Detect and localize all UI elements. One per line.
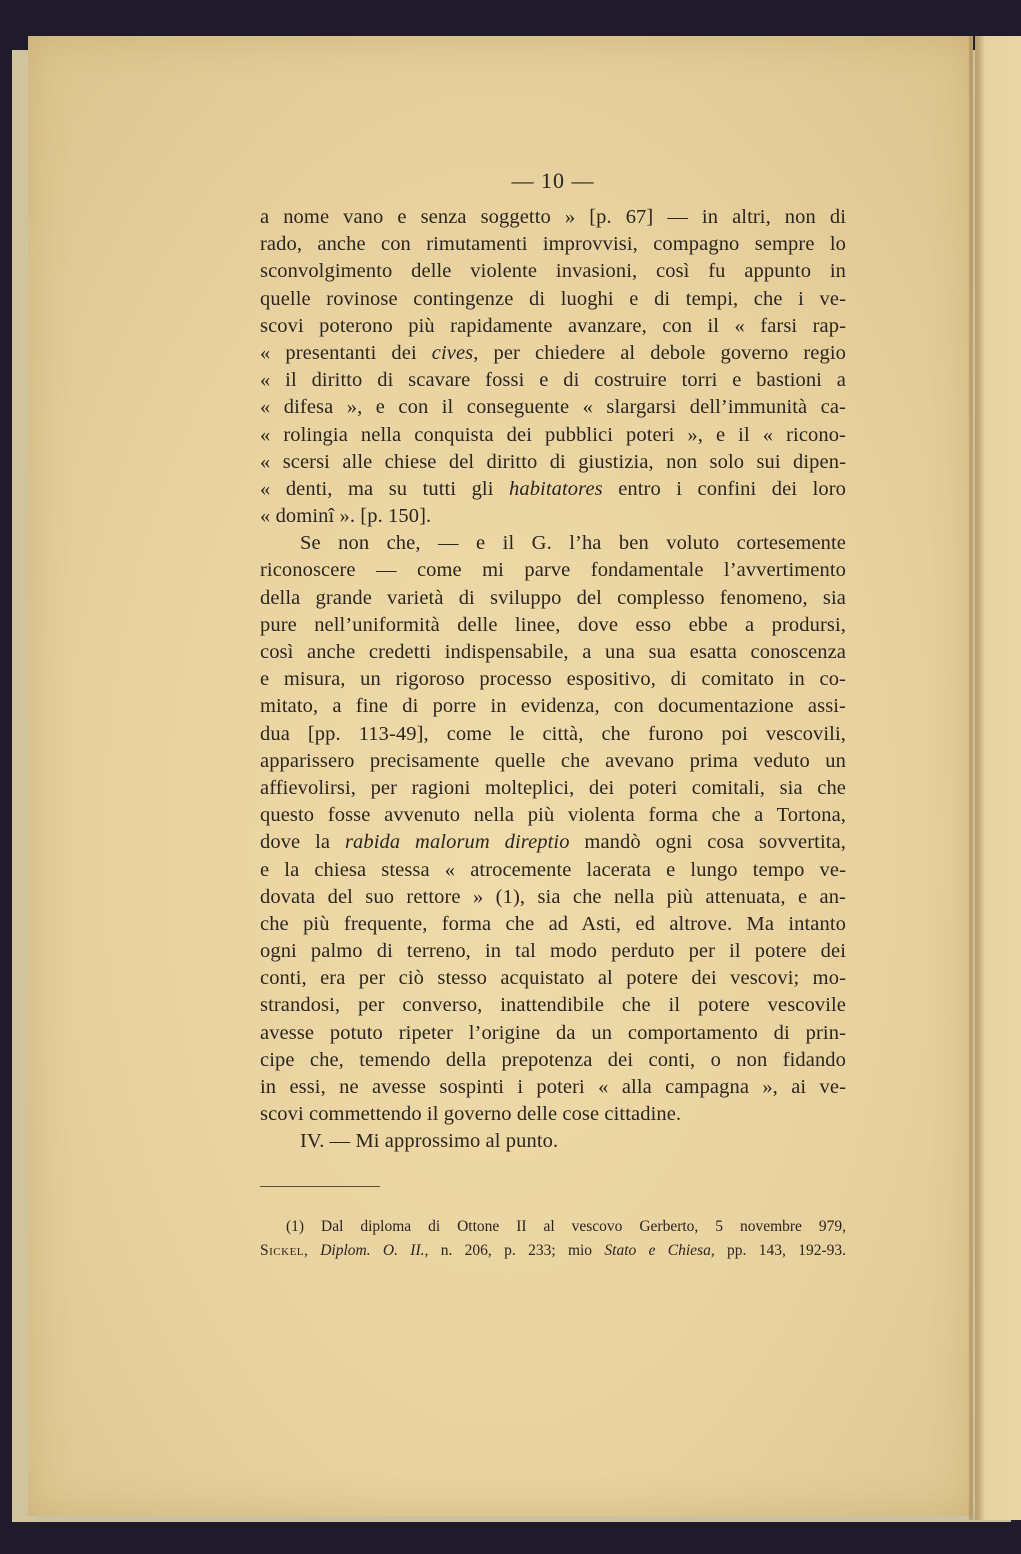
text-line: quelle rovinose contingenze di luoghi e di tempi, che i ve- bbox=[260, 287, 846, 310]
text-line: affievolirsi, per ragioni molteplici, dei poteri comitali, sia che bbox=[260, 776, 846, 799]
italic-term: cives bbox=[431, 341, 474, 364]
text-line: della grande varietà di sviluppo del complesso fenomeno, sia bbox=[260, 586, 846, 609]
adjacent-page-edge bbox=[975, 36, 1021, 1520]
text-line: ogni palmo di terreno, in tal modo perduto per il potere dei bbox=[260, 940, 846, 963]
page-gutter-line bbox=[968, 36, 974, 1520]
text-line: questo fosse avvenuto nella più violenta forma che a Tortona, bbox=[260, 804, 846, 827]
section-heading-line: IV. — Mi approssimo al punto. bbox=[300, 1130, 559, 1153]
text-line: rado, anche con rimutamenti improvvisi, compagno sempre lo bbox=[260, 233, 846, 256]
text-line: riconoscere — come mi parve fondamentale l’avvertimento bbox=[260, 559, 846, 582]
text-run: entro i confini dei loro bbox=[602, 477, 847, 500]
footnote bbox=[260, 1215, 846, 1263]
text-run: , pp. 143, 192-93. bbox=[710, 1241, 846, 1259]
body-text bbox=[260, 204, 846, 1156]
text-line: sconvolgimento delle violente invasioni, così fu appunto in bbox=[260, 260, 846, 283]
text-run: dove la bbox=[260, 831, 345, 854]
text-line: strandosi, per converso, inattendibile che il potere vescovile bbox=[260, 994, 846, 1017]
text-line: dovata del suo rettore » (1), sia che nella più attenuata, e an- bbox=[260, 885, 846, 908]
text-line: dua [pp. 113-49], come le città, che furono poi vescovili, bbox=[260, 722, 846, 745]
text-line: a nome vano e senza soggetto » [p. 67] — in altri, non di bbox=[260, 206, 846, 228]
text-line: pure nell’uniformità delle linee, dove esso ebbe a prodursi, bbox=[260, 613, 846, 636]
text-line: « il diritto di scavare fossi e di costruire torri e bastioni a bbox=[260, 369, 846, 392]
text-line: scovi commettendo il governo delle cose cittadine. bbox=[260, 1103, 682, 1126]
text-run: « denti, ma su tutti gli bbox=[260, 477, 509, 500]
text-line bbox=[260, 476, 846, 503]
text-line: e la chiesa stessa « atrocemente lacerata e lungo tempo ve- bbox=[260, 858, 846, 881]
text-line: avesse potuto ripeter l’origine da un comportamento di prin- bbox=[260, 1021, 846, 1044]
footnote-author: Sickel bbox=[260, 1241, 305, 1259]
text-line bbox=[260, 340, 846, 367]
text-line: « rolingia nella conquista dei pubblici poteri », e il « ricono- bbox=[260, 423, 846, 446]
text-line: conti, era per ciò stesso acquistato al potere dei vescovi; mo- bbox=[260, 967, 846, 990]
italic-term: habitatores bbox=[509, 477, 603, 500]
text-line: scovi poterono più rapidamente avanzare, con il « farsi rap- bbox=[260, 314, 846, 337]
page-number: — 10 — bbox=[511, 168, 595, 193]
footnote-separator bbox=[260, 1186, 380, 1187]
text-line: apparissero precisamente quelle che avevano prima veduto un bbox=[260, 749, 846, 772]
text-line: in essi, ne avesse sospinti i poteri « alla campagna », ai ve- bbox=[260, 1076, 846, 1098]
text-line: « scersi alle chiese del diritto di giustizia, non solo sui dipen- bbox=[260, 450, 846, 473]
italic-term: rabida malorum direptio bbox=[344, 831, 570, 854]
paragraph-start-line: Se non che, — e il G. l’ha ben voluto cortesemente bbox=[300, 532, 846, 555]
text-line bbox=[260, 829, 846, 856]
text-line: mitato, a fine di porre in evidenza, con documentazione assi- bbox=[260, 695, 846, 718]
text-line: « difesa », e con il conseguente « slargarsi dell’immunità ca- bbox=[260, 396, 846, 419]
text-line: e misura, un rigoroso processo espositivo, di comitato in co- bbox=[260, 668, 846, 691]
text-run: , per chiedere al debole governo regio bbox=[473, 341, 846, 364]
text-run: « presentanti dei bbox=[260, 341, 432, 364]
footnote-line bbox=[260, 1239, 846, 1263]
text-line: « dominî ». [p. 150]. bbox=[260, 505, 432, 528]
page-text-block bbox=[260, 168, 846, 1263]
footnote-work-title: Diplom. O. II. bbox=[320, 1241, 425, 1259]
footnote-work-title: Stato e Chiesa bbox=[604, 1241, 711, 1259]
text-run: , n. 206, p. 233; mio bbox=[424, 1241, 605, 1259]
text-run: mandò ogni cosa sovvertita, bbox=[569, 831, 846, 854]
text-line: che più frequente, forma che ad Asti, ed altrove. Ma intanto bbox=[260, 912, 846, 935]
text-line: cipe che, temendo della prepotenza dei conti, o non fidando bbox=[260, 1048, 846, 1071]
text-run: , bbox=[304, 1241, 321, 1259]
text-line: così anche credetti indispensabile, a una sua esatta conoscenza bbox=[260, 641, 846, 663]
footnote-line: (1) Dal diploma di Ottone II al vescovo Gerberto, 5 novembre 979, bbox=[286, 1217, 846, 1235]
